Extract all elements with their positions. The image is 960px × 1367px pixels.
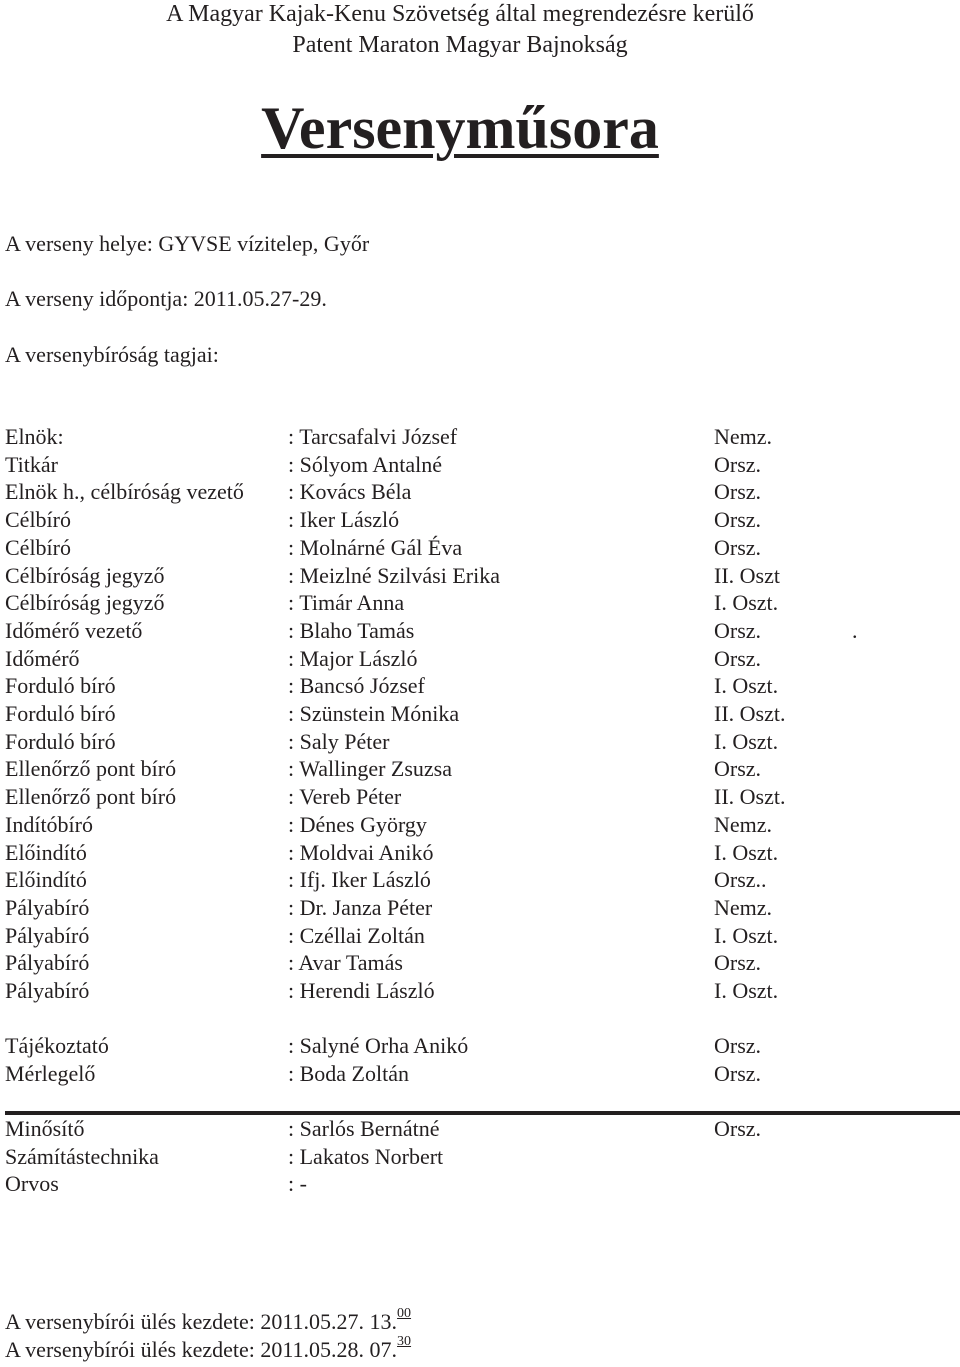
person-name: : Szünstein Mónika bbox=[288, 701, 460, 726]
license-class: I. Oszt. bbox=[714, 590, 779, 615]
license-class: Nemz. bbox=[714, 812, 773, 837]
role-label: Előindító bbox=[5, 840, 87, 865]
person-name: : Meizlné Szilvási Erika bbox=[288, 563, 500, 588]
role-label: Időmérő bbox=[5, 646, 80, 671]
license-class: Orsz. bbox=[714, 1033, 762, 1058]
role-label: Elnök: bbox=[5, 424, 64, 449]
person-name: : Kovács Béla bbox=[288, 479, 412, 504]
license-class: Orsz. bbox=[714, 1061, 762, 1086]
license-class: Nemz. bbox=[714, 424, 773, 449]
meeting-text: A versenybírói ülés kezdete: 2011.05.28. 07. bbox=[5, 1337, 398, 1362]
person-name: : Iker László bbox=[288, 507, 400, 532]
license-class: I. Oszt. bbox=[714, 673, 779, 698]
role-label: Tájékoztató bbox=[5, 1033, 109, 1058]
person-name: : Molnárné Gál Éva bbox=[288, 535, 463, 560]
role-label: Forduló bíró bbox=[5, 701, 116, 726]
license-class: I. Oszt. bbox=[714, 923, 779, 948]
role-label: Előindító bbox=[5, 867, 87, 892]
license-class: Orsz. bbox=[714, 479, 762, 504]
role-label: Orvos bbox=[5, 1171, 59, 1196]
role-label: Időmérő vezető bbox=[5, 618, 143, 643]
role-label: Célbíróság jegyző bbox=[5, 590, 165, 615]
header-line-2: Patent Maraton Magyar Bajnokság bbox=[292, 32, 628, 58]
person-name: : - bbox=[288, 1171, 307, 1196]
license-class: Orsz. bbox=[714, 507, 762, 532]
role-label: Ellenőrző pont bíró bbox=[5, 756, 177, 781]
venue-line: A verseny helye: GYVSE vízitelep, Győr bbox=[5, 231, 370, 256]
role-label: Forduló bíró bbox=[5, 729, 116, 754]
page-title: Versenyműsora bbox=[261, 95, 659, 161]
role-label: Mérlegelő bbox=[5, 1061, 96, 1086]
person-name: : Bancsó József bbox=[288, 673, 425, 698]
jury-heading: A versenybíróság tagjai: bbox=[5, 342, 219, 367]
license-class: Orsz. bbox=[714, 646, 762, 671]
person-name: : Czéllai Zoltán bbox=[288, 923, 425, 948]
license-class: Orsz. bbox=[714, 756, 762, 781]
license-class: II. Oszt. bbox=[714, 784, 786, 809]
person-name: : Dénes György bbox=[288, 812, 427, 837]
person-name: : Boda Zoltán bbox=[288, 1061, 409, 1086]
person-name: : Wallinger Zsuzsa bbox=[288, 756, 453, 781]
role-label: Célbíróság jegyző bbox=[5, 563, 165, 588]
person-name: : Vereb Péter bbox=[288, 784, 402, 809]
license-class: Orsz. bbox=[714, 950, 762, 975]
role-label: Elnök h., célbíróság vezető bbox=[5, 479, 244, 504]
person-name: : Avar Tamás bbox=[288, 950, 403, 975]
meeting-minutes: 30 bbox=[397, 1334, 412, 1349]
meeting-line-2 bbox=[5, 1334, 412, 1367]
role-label: Titkár bbox=[5, 452, 58, 477]
person-name: : Dr. Janza Péter bbox=[288, 895, 433, 920]
meeting-text: A versenybírói ülés kezdete: 2011.05.27. 13. bbox=[5, 1309, 398, 1334]
meeting-line-1 bbox=[5, 1306, 412, 1339]
person-name: : Salyné Orha Anikó bbox=[288, 1033, 469, 1058]
license-class: II. Oszt. bbox=[714, 701, 786, 726]
license-class: Orsz.. bbox=[714, 867, 767, 892]
header-line-1: A Magyar Kajak-Kenu Szövetség által megrendezésre kerülő bbox=[166, 1, 754, 27]
section-divider bbox=[5, 1111, 960, 1115]
license-class: I. Oszt. bbox=[714, 978, 779, 1003]
person-name: : Sólyom Antalné bbox=[288, 452, 442, 477]
person-name: : Timár Anna bbox=[288, 590, 405, 615]
license-class: Nemz. bbox=[714, 895, 773, 920]
date-line: A verseny időpontja: 2011.05.27-29. bbox=[5, 286, 327, 311]
license-class: I. Oszt. bbox=[714, 729, 779, 754]
role-label: Pályabíró bbox=[5, 895, 90, 920]
role-label: Ellenőrző pont bíró bbox=[5, 784, 177, 809]
person-name: : Moldvai Anikó bbox=[288, 840, 434, 865]
role-label: Forduló bíró bbox=[5, 673, 116, 698]
meeting-minutes: 00 bbox=[397, 1306, 412, 1321]
person-name: : Major László bbox=[288, 646, 418, 671]
license-class: I. Oszt. bbox=[714, 840, 779, 865]
role-label: Pályabíró bbox=[5, 978, 90, 1003]
role-label: Pályabíró bbox=[5, 950, 90, 975]
role-label: Minősítő bbox=[5, 1116, 85, 1141]
license-class: Orsz. bbox=[714, 535, 762, 560]
person-name: : Sarlós Bernátné bbox=[288, 1116, 440, 1141]
role-label: Számítástechnika bbox=[5, 1144, 159, 1169]
role-label: Indítóbíró bbox=[5, 812, 93, 837]
license-class: Orsz. bbox=[714, 1116, 762, 1141]
stray-mark: . bbox=[852, 618, 858, 643]
role-label: Pályabíró bbox=[5, 923, 90, 948]
role-label: Célbíró bbox=[5, 535, 71, 560]
license-class: II. Oszt bbox=[714, 563, 780, 588]
person-name: : Lakatos Norbert bbox=[288, 1144, 444, 1169]
person-name: : Ifj. Iker László bbox=[288, 867, 431, 892]
person-name: : Herendi László bbox=[288, 978, 435, 1003]
person-name: : Blaho Tamás bbox=[288, 618, 415, 643]
license-class: Orsz. bbox=[714, 452, 762, 477]
person-name: : Saly Péter bbox=[288, 729, 390, 754]
person-name: : Tarcsafalvi József bbox=[288, 424, 458, 449]
role-label: Célbíró bbox=[5, 507, 71, 532]
license-class: Orsz. bbox=[714, 618, 762, 643]
